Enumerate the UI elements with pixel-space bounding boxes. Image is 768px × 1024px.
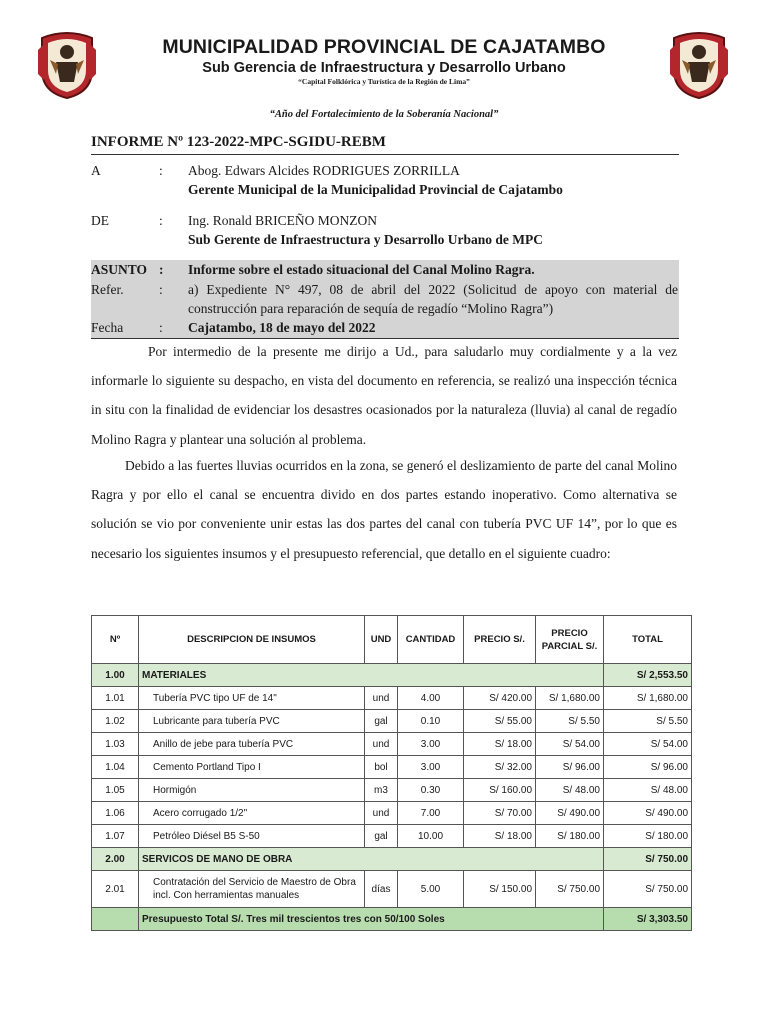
item-quantity: 3.00 <box>398 733 464 756</box>
item-number: 1.03 <box>92 733 139 756</box>
item-partial: S/ 96.00 <box>536 756 604 779</box>
colon: : <box>159 282 163 297</box>
item-total: S/ 1,680.00 <box>604 687 692 710</box>
table-row <box>92 710 692 733</box>
recipient-name: Abog. Edwars Alcides RODRIGUES ZORRILLA <box>188 163 460 178</box>
item-number: 1.05 <box>92 779 139 802</box>
municipal-seal-left-icon <box>36 30 98 100</box>
table-row <box>92 779 692 802</box>
section-name: SERVICOS DE MANO DE OBRA <box>139 848 604 871</box>
item-total: S/ 54.00 <box>604 733 692 756</box>
item-description: Lubricante para tubería PVC <box>139 710 365 733</box>
divider <box>91 154 679 155</box>
grand-total-label: Presupuesto Total S/. Tres mil trescientos tres con 50/100 Soles <box>139 908 604 931</box>
year-motto: “Año del Fortalecimiento de la Soberanía Nacional” <box>269 109 499 120</box>
header-desc: DESCRIPCION DE INSUMOS <box>139 616 365 664</box>
grand-total-spacer <box>92 908 139 931</box>
region-motto: “Capital Folklórica y Turística de la Región de Lima” <box>298 77 470 86</box>
item-number: 2.01 <box>92 871 139 908</box>
date-label: Fecha <box>91 320 124 335</box>
item-description: Petróleo Diésel B5 S-50 <box>139 825 365 848</box>
grand-total-value: S/ 3,303.50 <box>604 908 692 931</box>
item-unit: und <box>365 687 398 710</box>
item-unit: bol <box>365 756 398 779</box>
item-description: Cemento Portland Tipo I <box>139 756 365 779</box>
subject-label: ASUNTO <box>91 262 148 277</box>
letterhead <box>120 36 648 86</box>
item-description: Hormigón <box>139 779 365 802</box>
paragraph-1: Por intermedio de la presente me dirijo a Ud., para saludarlo muy cordialmente y a la vez informarle lo siguiente su despacho, en vista del documento en referencia, se realizó una inspección técnica in situ con la finalidad de evidenciar los desastres ocasionados por la naturaleza (lluvia) al canal de regadío Molino Ragra y plantear una solución al problema. <box>91 344 677 447</box>
sender-position: Sub Gerente de Infraestructura y Desarrollo Urbano de MPC <box>188 232 543 247</box>
item-description: Anillo de jebe para tubería PVC <box>139 733 365 756</box>
colon: : <box>159 213 163 228</box>
recipient-label: A <box>91 163 101 178</box>
colon: : <box>159 320 163 335</box>
header-parcial: PRECIO PARCIAL S/. <box>536 616 604 664</box>
header-total: TOTAL <box>604 616 692 664</box>
table-row <box>92 802 692 825</box>
header-precio: PRECIO S/. <box>464 616 536 664</box>
item-quantity: 0.10 <box>398 710 464 733</box>
reference-label: Refer. <box>91 282 124 297</box>
section-row <box>92 848 692 871</box>
item-number: 1.06 <box>92 802 139 825</box>
item-number: 1.01 <box>92 687 139 710</box>
section-total: S/ 750.00 <box>604 848 692 871</box>
item-price: S/ 420.00 <box>464 687 536 710</box>
item-description: Tubería PVC tipo UF de 14" <box>139 687 365 710</box>
municipal-seal-right-icon <box>668 30 730 100</box>
recipient-position: Gerente Municipal de la Municipalidad Provincial de Cajatambo <box>188 182 563 197</box>
colon: : <box>159 262 164 277</box>
header-und: UND <box>365 616 398 664</box>
item-partial: S/ 48.00 <box>536 779 604 802</box>
item-quantity: 0.30 <box>398 779 464 802</box>
colon: : <box>159 163 163 178</box>
item-description: Contratación del Servicio de Maestro de Obra incl. Con herramientas manuales <box>139 871 365 908</box>
section-name: MATERIALES <box>139 664 604 687</box>
grand-total-row <box>92 908 692 931</box>
item-price: S/ 32.00 <box>464 756 536 779</box>
header-n: Nº <box>92 616 139 664</box>
item-unit: und <box>365 733 398 756</box>
item-total: S/ 490.00 <box>604 802 692 825</box>
item-number: 1.04 <box>92 756 139 779</box>
item-partial: S/ 54.00 <box>536 733 604 756</box>
subject-text: Informe sobre el estado situacional del Canal Molino Ragra. <box>188 262 535 277</box>
paragraph-2: Debido a las fuertes lluvias ocurridos en la zona, se generó el deslizamiento de parte del canal Molino Ragra y por ello el canal se encuentra divido en dos partes estando inoperativo. Como alternativa se solución se vio por conveniente unir estas las dos partes del canal con tubería PVC UF 14”, por lo que es necesario los siguientes insumos y el presupuesto referencial, que detallo en el siguiente cuadro: <box>91 458 677 561</box>
item-price: S/ 160.00 <box>464 779 536 802</box>
item-price: S/ 55.00 <box>464 710 536 733</box>
section-row <box>92 664 692 687</box>
table-row <box>92 687 692 710</box>
date-text: Cajatambo, 18 de mayo del 2022 <box>188 320 376 335</box>
section-number: 2.00 <box>92 848 139 871</box>
item-unit: días <box>365 871 398 908</box>
header-cantidad: CANTIDAD <box>398 616 464 664</box>
section-number: 1.00 <box>92 664 139 687</box>
item-description: Acero corrugado 1/2" <box>139 802 365 825</box>
sender-name: Ing. Ronald BRICEÑO MONZON <box>188 213 377 228</box>
reference-text: a) Expediente N° 497, 08 de abril del 2022 (Solicitud de apoyo con material de construcción para reparación de sequía de regadío “Molino Ragra”) <box>188 282 678 316</box>
item-price: S/ 150.00 <box>464 871 536 908</box>
budget-table <box>91 615 692 931</box>
item-unit: und <box>365 802 398 825</box>
item-number: 1.02 <box>92 710 139 733</box>
item-partial: S/ 180.00 <box>536 825 604 848</box>
item-quantity: 4.00 <box>398 687 464 710</box>
sender-label: DE <box>91 213 109 228</box>
item-quantity: 10.00 <box>398 825 464 848</box>
item-unit: gal <box>365 710 398 733</box>
item-quantity: 7.00 <box>398 802 464 825</box>
item-partial: S/ 490.00 <box>536 802 604 825</box>
table-row <box>92 825 692 848</box>
item-total: S/ 750.00 <box>604 871 692 908</box>
table-row <box>92 871 692 908</box>
item-price: S/ 18.00 <box>464 733 536 756</box>
item-unit: gal <box>365 825 398 848</box>
item-unit: m3 <box>365 779 398 802</box>
item-partial: S/ 1,680.00 <box>536 687 604 710</box>
item-quantity: 3.00 <box>398 756 464 779</box>
item-partial: S/ 5.50 <box>536 710 604 733</box>
item-number: 1.07 <box>92 825 139 848</box>
item-quantity: 5.00 <box>398 871 464 908</box>
item-partial: S/ 750.00 <box>536 871 604 908</box>
table-header-row <box>92 616 692 664</box>
report-number: INFORME Nº 123-2022-MPC-SGIDU-REBM <box>91 134 386 150</box>
item-total: S/ 96.00 <box>604 756 692 779</box>
item-total: S/ 180.00 <box>604 825 692 848</box>
municipality-title: MUNICIPALIDAD PROVINCIAL DE CAJATAMBO <box>162 36 606 58</box>
item-price: S/ 70.00 <box>464 802 536 825</box>
section-total: S/ 2,553.50 <box>604 664 692 687</box>
item-price: S/ 18.00 <box>464 825 536 848</box>
item-total: S/ 5.50 <box>604 710 692 733</box>
department-subtitle: Sub Gerencia de Infraestructura y Desarrollo Urbano <box>202 60 566 76</box>
table-row <box>92 733 692 756</box>
table-row <box>92 756 692 779</box>
item-total: S/ 48.00 <box>604 779 692 802</box>
